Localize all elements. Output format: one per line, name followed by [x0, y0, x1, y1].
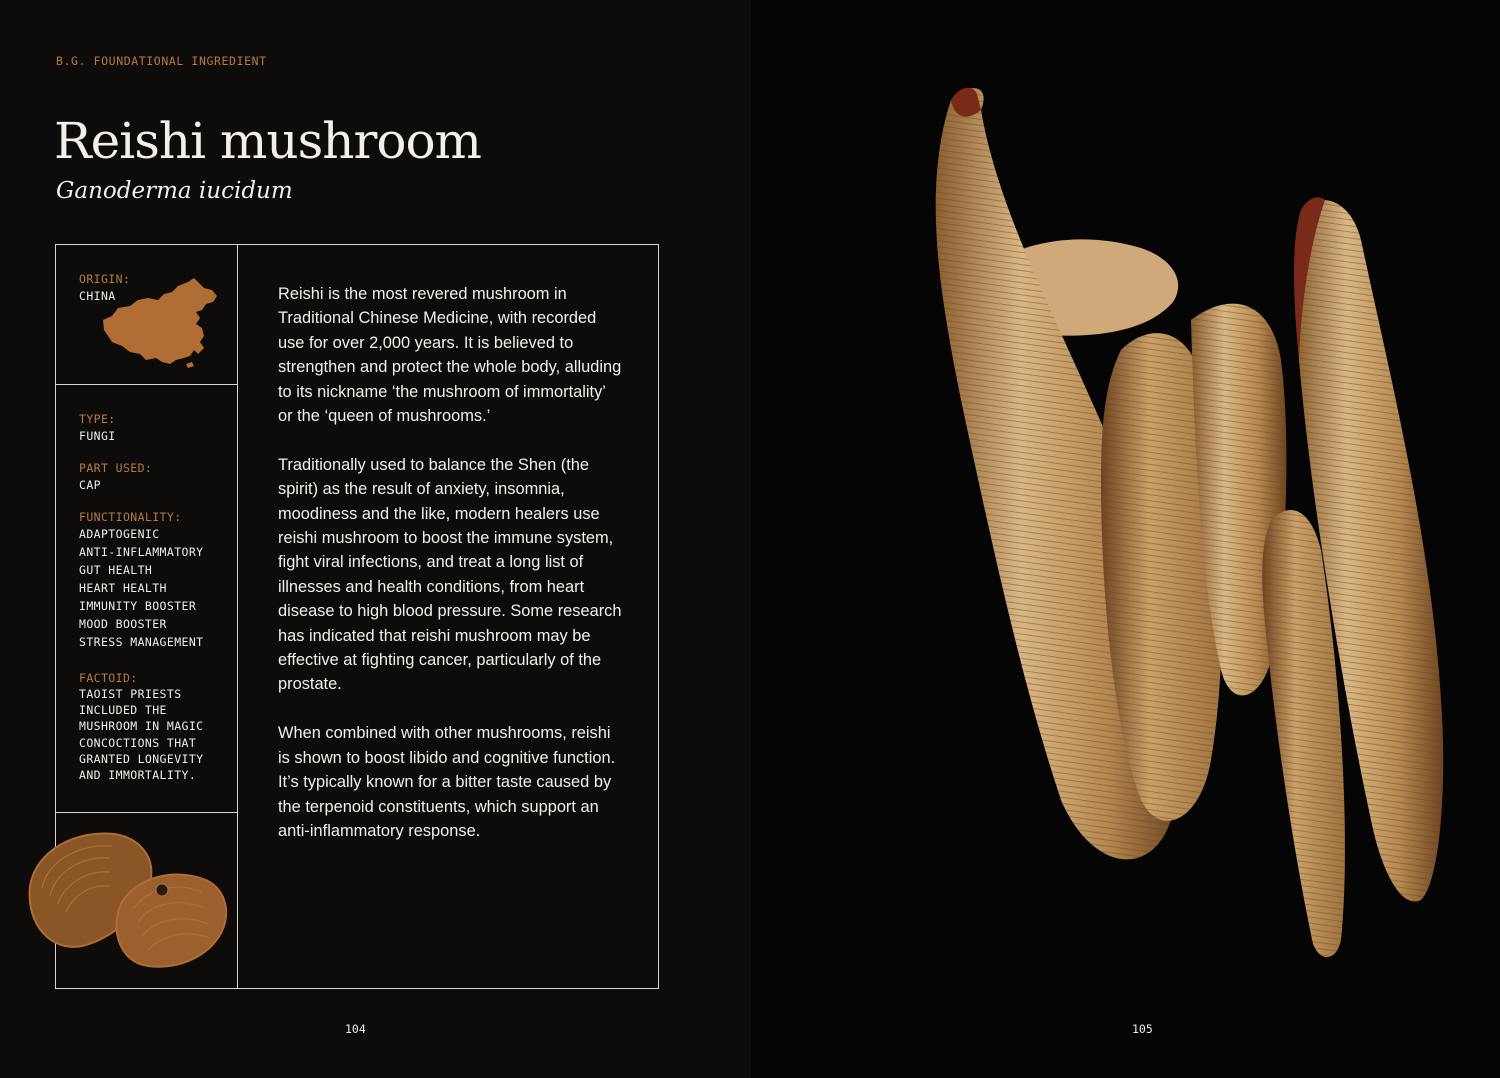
functionality-block	[79, 509, 204, 651]
factoid-text: TAOIST PRIESTS INCLUDED THE MUSHROOM IN MAGIC CONCOCTIONS THAT GRANTED LONGEVITY AND IMMORTALITY.	[79, 687, 204, 783]
part-used-block	[79, 460, 152, 494]
type-label: TYPE:	[79, 412, 116, 426]
frame-divider-top	[55, 384, 238, 385]
part-used-label: PART USED:	[79, 461, 153, 475]
page-number-left: 104	[345, 1022, 366, 1036]
dried-reishi-slices-photo	[851, 80, 1451, 970]
body-paragraph: When combined with other mushrooms, reishi is shown to boost libido and cognitive function. It’s typically known for a bitter taste caused by the terpenoid constituents, which support an anti-inflammatory response.	[278, 724, 616, 840]
scientific-name: Ganoderma iucidum	[56, 178, 293, 204]
body-text	[278, 282, 623, 868]
functionality-item: STRESS MANAGEMENT	[79, 635, 204, 649]
origin-label: ORIGIN:	[79, 272, 131, 286]
type-value: FUNGI	[79, 429, 116, 443]
body-paragraph: Traditionally used to balance the Shen (the spirit) as the result of anxiety, insomnia, moodiness and the like, modern healers use reishi mushroom to boost the immune system, fight viral infections, and treat a long list of illnesses and health conditions, from heart disease to high blood pressure. Some research has indicated that reishi mushroom may be effective at fighting cancer, particularly of the prostate.	[278, 455, 622, 694]
functionality-item: ANTI-INFLAMMATORY	[79, 545, 204, 559]
functionality-item: GUT HEALTH	[79, 563, 153, 577]
body-paragraph: Reishi is the most revered mushroom in Traditional Chinese Medicine, with recorded use for over 2,000 years. It is believed to strengthen and protect the whole body, alluding to its nickname ‘the mushroom of immortality’ or the ‘queen of mushrooms.’	[278, 285, 622, 426]
reishi-mushroom-illustration	[22, 826, 234, 976]
functionality-label: FUNCTIONALITY:	[79, 510, 182, 524]
functionality-item: HEART HEALTH	[79, 581, 167, 595]
section-kicker: B.G. FOUNDATIONAL INGREDIENT	[56, 54, 267, 68]
functionality-item: MOOD BOOSTER	[79, 617, 167, 631]
right-page	[751, 0, 1500, 1078]
factoid-block	[79, 670, 229, 783]
page-number-right: 105	[1132, 1022, 1153, 1036]
frame-divider-bottom	[55, 812, 238, 813]
functionality-item: ADAPTOGENIC	[79, 527, 160, 541]
factoid-label: FACTOID:	[79, 671, 138, 685]
functionality-item: IMMUNITY BOOSTER	[79, 599, 197, 613]
origin-value: CHINA	[79, 289, 116, 303]
china-map-icon	[100, 278, 220, 368]
type-block	[79, 411, 116, 445]
part-used-value: CAP	[79, 478, 101, 492]
page-title: Reishi mushroom	[54, 112, 481, 170]
frame-divider-vertical	[237, 244, 238, 989]
